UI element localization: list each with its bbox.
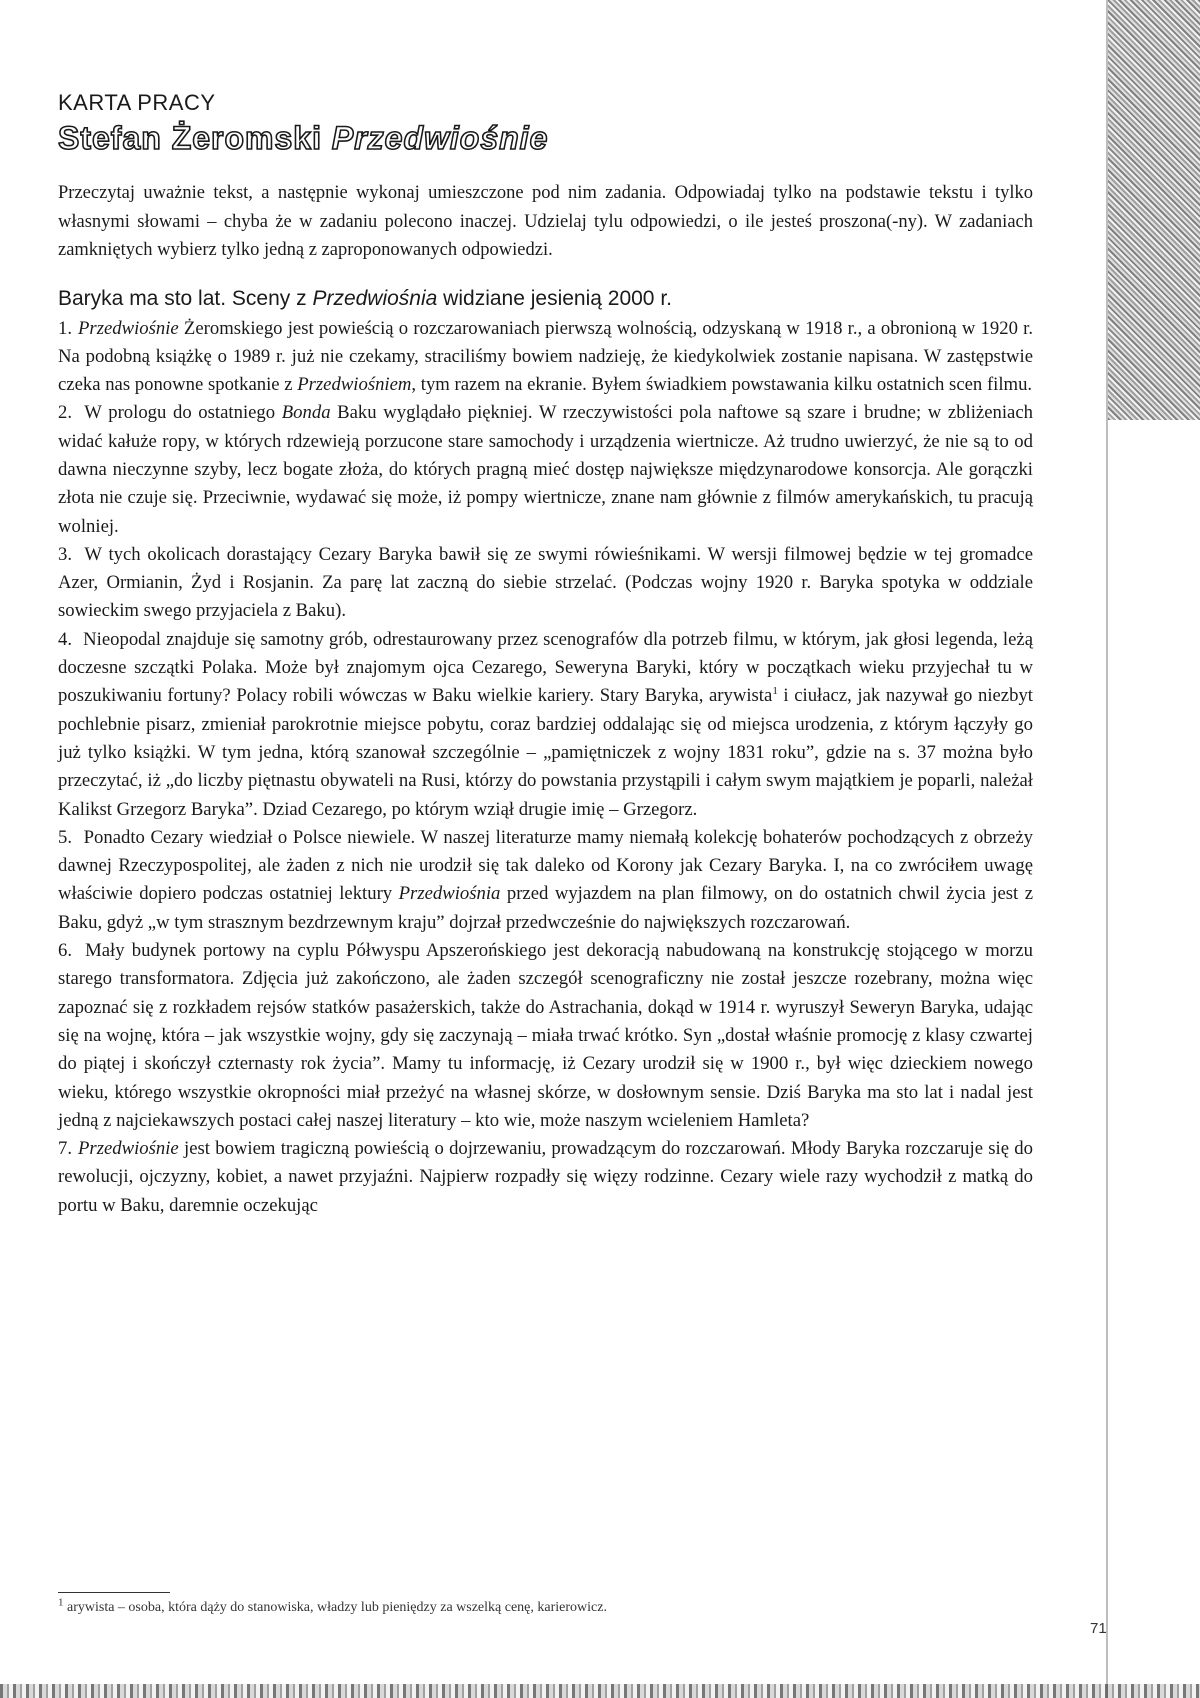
- paragraph-2: [58, 399, 1033, 540]
- paragraph-text: Żeromskiego jest powieścią o rozczarowaniach pierwszą wolnością, odzyskaną w 1918 r., a obronioną w 1920 r. Na podobną książkę o 1989 r. już nie czekamy, straciliśmy bowiem nadzieję, że kiedykolwiek zostanie napisana. W zastępstwie czeka nas ponowne spotkanie z: [58, 317, 1033, 396]
- paragraph-7: [58, 1135, 1033, 1220]
- paragraph-italic-2: Przedwiośniem: [297, 374, 412, 396]
- page-title: [58, 120, 1033, 157]
- page-number: 71: [1090, 1620, 1107, 1637]
- paragraph-1: [58, 315, 1033, 400]
- paragraph-text: W tych okolicach dorastający Cezary Baryka bawił się ze swymi rówieśnikami. W wersji filmowej będzie w tej gromadce Azer, Ormianin, Żyd i Rosjanin. Za parę lat zaczną do siebie strzelać. (Podczas wojny 1920 r. Baryka spotyka w oddziale sowieckim swego przyjaciela z Baku).: [58, 543, 1033, 622]
- paragraph-3: [58, 541, 1033, 626]
- paragraph-italic: Bonda: [281, 402, 331, 424]
- section-heading-italic: Przedwiośnia: [312, 286, 438, 310]
- footnote-marker: 1: [772, 685, 778, 698]
- paragraph-text: jest bowiem tragiczną powieścią o dojrzewaniu, prowadzącym do rozczarowań. Młody Baryka rozczaruje się do rewolucji, ojczyzny, kobiet, a nawet przyjaźni. Najpierw rozpadły się więzy rodzinne. Cezary wiele razy wychodził z matką do portu w Baku, daremnie oczekując: [58, 1138, 1033, 1216]
- paragraph-italic: Przedwiośnia: [398, 883, 501, 905]
- paragraph-text: Ponadto Cezary wiedział o Polsce niewiele. W naszej literaturze mamy niemałą kolekcję bohaterów pochodzących z obrzeży dawnej Rzeczypospolitej, ale żaden z nich nie urodził się tak daleko od Korony jak Cezary Baryka. I, na co zwróciłem uwagę właściwie dopiero podczas ostatniej lektury: [58, 826, 1033, 905]
- title-author: Stefan Żeromski: [58, 120, 322, 156]
- paragraph-number: 3.: [58, 543, 73, 565]
- section-heading-part1: Baryka ma sto lat. Sceny z: [58, 286, 313, 310]
- footnote-divider: [58, 1592, 170, 1593]
- scan-edge-artifact: [1108, 0, 1200, 420]
- paragraph-4: [58, 626, 1033, 824]
- instructions: Przeczytaj uważnie tekst, a następnie wykonaj umieszczone pod nim zadania. Odpowiadaj tylko na podstawie tekstu i tylko własnymi słowami – chyba że w zadaniu polecono inaczej. Udzielaj tylu odpowiedzi, o ile jesteś proszona(-ny). W zadaniach zamkniętych wybierz tylko jedną z zaproponowanych odpowiedzi.: [58, 183, 1033, 260]
- title-work: Przedwiośnie: [331, 120, 549, 156]
- paragraph-number: 1.: [58, 317, 73, 339]
- paragraph-italic: Przedwiośnie: [78, 1138, 179, 1160]
- worksheet-label: KARTA PRACY: [58, 90, 216, 115]
- footnote-number: 1: [58, 1596, 64, 1609]
- paragraph-text-2: Baku wyglądało piękniej. W rzeczywistości pola naftowe są szare i brudne; w zbliżeniach widać kałuże ropy, w których rdzewieją porzucone stare samochody i urządzenia wiertnicze. Aż trudno uwierzyć, że nie są to od dawna nieczynne szyby, lecz bogate złoża, do których pragną mieć dostęp największe międzynarodowe konsorcja. Ale gorączki złota nie czuje się. Przeciwnie, wydawać się może, iż pompy wiertnicze, znane nam głównie z filmów amerykańskich, tu pracują wolniej.: [58, 402, 1033, 537]
- paragraph-5: [58, 824, 1033, 937]
- section-heading-part2: widziane jesienią 2000 r.: [437, 286, 672, 310]
- paragraph-number: 6.: [58, 940, 73, 962]
- paragraph-text: Mały budynek portowy na cyplu Półwyspu Apszerońskiego jest dekoracją nabudowaną na konstrukcję stojącego w morzu starego transformatora. Zdjęcia już zakończono, ale żaden szczegół scenograficzny nie został jeszcze rozebrany, można więc zapoznać się z rozkładem rejsów statków pasażerskich, także do Astrachania, dokąd w 1914 r. wyruszył Seweryn Baryka, udając się na wojnę, która – jak wszystkie wojny, gdy się zaczynają – miała trwać krótko. Syn „dostał właśnie promocję z klasy czwartej do piątej i skończył czternasty rok życia”. Mamy tu informację, iż Cezary urodził się w 1900 r., był więc dzieckiem nowego wieku, którego wszystkie okropności miał przeżyć na własnej skórze, w dosłownym sensie. Dziś Baryka ma sto lat i nadal jest jedną z najciekawszych postaci całej naszej literatury – kto wie, może naszym wcieleniem Hamleta?: [58, 940, 1033, 1131]
- paragraph-number: 7.: [58, 1138, 73, 1160]
- paragraph-text-2: , tym razem na ekranie. Byłem świadkiem powstawania kilku ostatnich scen filmu.: [411, 374, 1033, 396]
- paragraph-text-2: i ciułacz, jak nazywał go niezbyt pochlebnie pisarz, zmieniał parokrotnie miejsce pobytu, coraz bardziej oddalając się od miejsca urodzenia, z którym łączyły go już tylko książki. W tym jedna, którą szanował szczególnie – „pamiętniczek z wojny 1831 roku”, gdzie na s. 37 można było przeczytać, iż „do liczby piętnastu obywateli na Rusi, którzy do powstania przystąpili i całym swym majątkiem je poparli, należał Kalikst Grzegorz Baryka”. Dziad Cezarego, po którym wziął drugie imię – Grzegorz.: [58, 685, 1033, 820]
- paragraph-text: W prologu do ostatniego: [78, 402, 282, 424]
- paragraph-number: 5.: [58, 826, 73, 848]
- paragraph-text: Nieopodal znajduje się samotny grób, odrestaurowany przez scenografów dla potrzeb filmu, w którym, jak głosi legenda, leżą doczesne szczątki Polaka. Może był znajomym ojca Cezarego, Seweryna Baryki, który w początkach wieku przyjechał tu w poszukiwaniu fortuny? Polacy robili wówczas w Baku wielkie kariery. Stary Baryka, arywista: [58, 628, 1033, 707]
- paragraph-6: [58, 937, 1033, 1135]
- paragraph-number: 2.: [58, 402, 73, 424]
- footnote-text: arywista – osoba, która dąży do stanowiska, władzy lub pieniędzy za wszelką cenę, karierowicz.: [63, 1600, 607, 1615]
- section-heading: [58, 287, 1033, 311]
- paragraph-italic: Przedwiośnie: [78, 317, 179, 339]
- scan-bottom-artifact: [0, 1684, 1200, 1698]
- footnote: [58, 1596, 958, 1616]
- worksheet-page: [58, 90, 1033, 1220]
- paragraph-text-2: przed wyjazdem na plan filmowy, on do ostatnich chwil życia jest z Baku, gdyż „w tym strasznym bezdrzewnym kraju” dojrzał przedwcześnie do największych rozczarowań.: [58, 883, 1033, 933]
- paragraph-number: 4.: [58, 628, 73, 650]
